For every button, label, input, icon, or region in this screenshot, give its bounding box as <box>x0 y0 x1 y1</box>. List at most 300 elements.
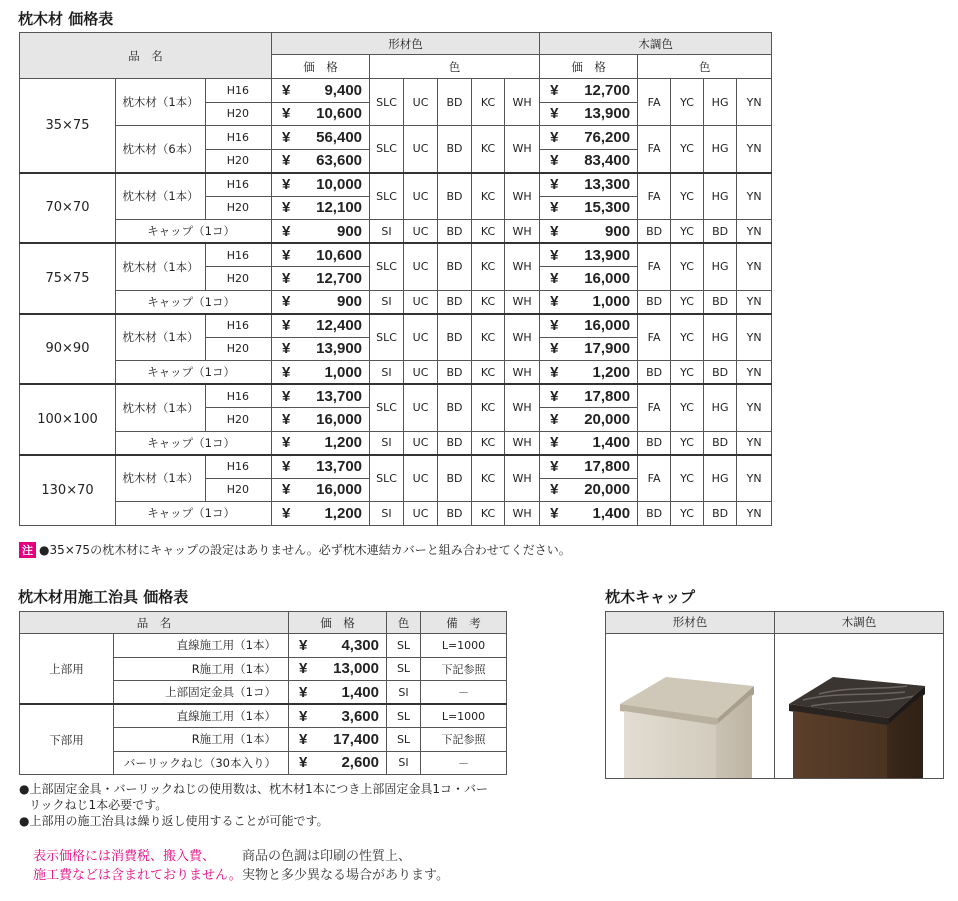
keizai-color-cell: WH <box>505 243 540 290</box>
cap-col-mokucho: 木調色 <box>841 615 877 629</box>
price-value: 12,700 <box>584 81 631 99</box>
tool-name: 直線施工用（1本） <box>114 634 289 658</box>
main-price-table <box>19 32 772 526</box>
keizai-color-cell: UC <box>404 126 438 173</box>
yen-sign: ¥ <box>550 199 559 217</box>
yen-sign: ¥ <box>299 636 308 654</box>
yen-sign: ¥ <box>550 176 559 193</box>
price-mokucho <box>540 102 638 126</box>
size-label: 75×75 <box>20 243 116 314</box>
keizai-color-cell: UC <box>404 431 438 455</box>
mokucho-color-cell: YC <box>671 384 704 431</box>
price-value: 16,000 <box>316 410 363 428</box>
tool-price <box>289 657 387 681</box>
table-row <box>20 431 772 455</box>
tool-price <box>289 634 387 658</box>
tool-remark: － <box>421 681 507 705</box>
keizai-color-cell: UC <box>404 455 438 502</box>
price-value: 16,000 <box>584 269 631 287</box>
price-value: 1,200 <box>592 363 631 381</box>
table-row <box>20 290 772 314</box>
mokucho-color-cell: FA <box>638 314 671 361</box>
keizai-color-cell: WH <box>505 220 540 244</box>
grade-label: H20 <box>206 196 272 220</box>
yen-sign: ¥ <box>282 105 291 123</box>
keizai-color-cell: SLC <box>370 384 404 431</box>
mokucho-color-cell: BD <box>704 431 737 455</box>
price-value: 9,400 <box>324 81 363 99</box>
keizai-color-cell: SLC <box>370 79 404 126</box>
cap-image-keizai <box>606 634 775 778</box>
size-label: 90×90 <box>20 314 116 385</box>
mokucho-color-cell: YC <box>671 502 704 526</box>
price-value: 20,000 <box>584 481 631 499</box>
mokucho-color-cell: BD <box>704 361 737 385</box>
price-mokucho <box>540 79 638 103</box>
yen-sign: ¥ <box>282 504 291 522</box>
tools-header-name: 品 名 <box>20 612 289 634</box>
keizai-color-cell: KC <box>472 361 505 385</box>
keizai-color-cell: SI <box>370 290 404 314</box>
cap-panel <box>605 611 944 779</box>
price-keizai <box>272 431 370 455</box>
tool-name: R施工用（1本） <box>114 728 289 752</box>
keizai-color-cell: UC <box>404 290 438 314</box>
price-keizai <box>272 290 370 314</box>
product-name: キャップ（1コ） <box>116 431 272 455</box>
price-keizai <box>272 478 370 502</box>
mokucho-color-cell: YN <box>737 361 772 385</box>
grade-label: H20 <box>206 408 272 432</box>
cap-image-mokucho <box>775 634 943 778</box>
price-value: 17,400 <box>333 730 379 748</box>
mokucho-color-cell: HG <box>704 79 737 126</box>
group-label: 下部用 <box>20 704 114 775</box>
tools-header-color: 色 <box>387 612 421 634</box>
price-value: 10,000 <box>316 176 363 193</box>
price-keizai <box>272 502 370 526</box>
price-value: 1,400 <box>341 683 379 701</box>
price-value: 10,600 <box>316 246 363 264</box>
mokucho-color-cell: BD <box>704 502 737 526</box>
mokucho-color-cell: YN <box>737 126 772 173</box>
price-keizai <box>272 79 370 103</box>
keizai-color-cell: KC <box>472 173 505 220</box>
tool-remark: － <box>421 751 507 775</box>
yen-sign: ¥ <box>550 246 559 264</box>
color-notice <box>242 847 449 885</box>
keizai-color-cell: UC <box>404 220 438 244</box>
mokucho-color-cell: YN <box>737 173 772 220</box>
price-mokucho <box>540 196 638 220</box>
mokucho-color-cell: HG <box>704 455 737 502</box>
price-mokucho <box>540 314 638 338</box>
price-value: 12,400 <box>316 317 363 334</box>
keizai-color-cell: UC <box>404 243 438 290</box>
price-value: 10,600 <box>316 105 363 123</box>
price-keizai <box>272 314 370 338</box>
yen-sign: ¥ <box>550 293 559 310</box>
keizai-color-cell: BD <box>438 502 472 526</box>
tax-notice-line-1: 表示価格には消費税、搬入費、 <box>33 849 216 864</box>
price-keizai <box>272 102 370 126</box>
price-value: 1,400 <box>592 434 631 451</box>
note-text: ●35×75の枕木材にキャップの設定はありません。必ず枕木連結カバーと組み合わせてください。 <box>39 543 571 557</box>
price-value: 20,000 <box>584 410 631 428</box>
color-notice-line-2: 実物と多少異なる場合があります。 <box>242 868 449 883</box>
keizai-color-cell: BD <box>438 220 472 244</box>
keizai-color-cell: UC <box>404 173 438 220</box>
price-mokucho <box>540 126 638 150</box>
yen-sign: ¥ <box>550 434 559 451</box>
yen-sign: ¥ <box>299 730 308 748</box>
yen-sign: ¥ <box>282 81 291 99</box>
tools-header-remarks: 備 考 <box>421 612 507 634</box>
mokucho-color-cell: YN <box>737 431 772 455</box>
price-value: 13,700 <box>316 458 363 475</box>
header-keizai: 形材色 <box>272 33 540 55</box>
yen-sign: ¥ <box>282 363 291 381</box>
price-value: 4,300 <box>341 636 379 654</box>
grade-label: H20 <box>206 102 272 126</box>
keizai-color-cell: KC <box>472 243 505 290</box>
product-name: 枕木材（1本） <box>116 173 206 220</box>
price-value: 13,900 <box>584 246 631 264</box>
yen-sign: ¥ <box>550 363 559 381</box>
mokucho-color-cell: BD <box>638 502 671 526</box>
yen-sign: ¥ <box>550 269 559 287</box>
keizai-color-cell: WH <box>505 502 540 526</box>
keizai-color-cell: UC <box>404 502 438 526</box>
yen-sign: ¥ <box>299 683 308 701</box>
keizai-color-cell: WH <box>505 126 540 173</box>
grade-label: H16 <box>206 384 272 408</box>
price-keizai <box>272 455 370 479</box>
header-price-mokucho: 価 格 <box>540 55 638 79</box>
yen-sign: ¥ <box>282 481 291 499</box>
tool-name: 上部固定金具（1コ） <box>114 681 289 705</box>
price-value: 1,200 <box>324 434 363 451</box>
keizai-color-cell: WH <box>505 173 540 220</box>
price-keizai <box>272 267 370 291</box>
keizai-color-cell: KC <box>472 79 505 126</box>
price-mokucho <box>540 149 638 173</box>
yen-sign: ¥ <box>282 434 291 451</box>
keizai-color-cell: KC <box>472 502 505 526</box>
keizai-color-cell: BD <box>438 290 472 314</box>
keizai-color-cell: SI <box>370 502 404 526</box>
price-keizai <box>272 243 370 267</box>
keizai-color-cell: SLC <box>370 314 404 361</box>
yen-sign: ¥ <box>550 105 559 123</box>
keizai-color-cell: BD <box>438 455 472 502</box>
price-mokucho <box>540 408 638 432</box>
price-value: 900 <box>336 293 363 310</box>
yen-sign: ¥ <box>282 293 291 310</box>
price-value: 13,300 <box>584 176 631 193</box>
table-row <box>20 455 772 479</box>
tool-color: SL <box>387 704 421 728</box>
size-label: 130×70 <box>20 455 116 526</box>
header-color-keizai: 色 <box>370 55 540 79</box>
mokucho-color-cell: FA <box>638 455 671 502</box>
product-name: キャップ（1コ） <box>116 220 272 244</box>
keizai-color-cell: BD <box>438 173 472 220</box>
tax-notice-line-2: 施工費などは含まれておりません。 <box>33 868 242 883</box>
product-name: 枕木材（6本） <box>116 126 206 173</box>
grade-label: H20 <box>206 267 272 291</box>
price-value: 83,400 <box>584 152 631 169</box>
price-value: 1,200 <box>324 504 363 522</box>
mokucho-color-cell: YN <box>737 314 772 361</box>
group-label: 上部用 <box>20 634 114 705</box>
yen-sign: ¥ <box>550 410 559 428</box>
table-row <box>20 634 507 658</box>
price-mokucho <box>540 243 638 267</box>
keizai-color-cell: BD <box>438 431 472 455</box>
tool-name: 直線施工用（1本） <box>114 704 289 728</box>
keizai-color-cell: KC <box>472 455 505 502</box>
keizai-color-cell: BD <box>438 361 472 385</box>
mokucho-color-cell: BD <box>704 290 737 314</box>
mokucho-color-cell: YC <box>671 455 704 502</box>
table-row <box>20 502 772 526</box>
mokucho-color-cell: FA <box>638 126 671 173</box>
yen-sign: ¥ <box>550 340 559 358</box>
tool-color: SL <box>387 728 421 752</box>
product-name: キャップ（1コ） <box>116 361 272 385</box>
price-mokucho <box>540 337 638 361</box>
tools-title: 枕木材用施工治具 価格表 <box>18 588 189 606</box>
size-label: 100×100 <box>20 384 116 455</box>
mokucho-color-cell: HG <box>704 384 737 431</box>
yen-sign: ¥ <box>282 387 291 405</box>
price-keizai <box>272 196 370 220</box>
mokucho-color-cell: YN <box>737 455 772 502</box>
price-value: 900 <box>336 222 363 240</box>
mokucho-color-cell: YC <box>671 314 704 361</box>
product-name: 枕木材（1本） <box>116 243 206 290</box>
keizai-color-cell: KC <box>472 126 505 173</box>
yen-sign: ¥ <box>550 81 559 99</box>
keizai-color-cell: KC <box>472 431 505 455</box>
price-value: 12,100 <box>316 199 363 217</box>
mokucho-color-cell: BD <box>638 431 671 455</box>
price-value: 17,800 <box>584 387 631 405</box>
price-value: 63,600 <box>316 152 363 169</box>
yen-sign: ¥ <box>282 317 291 334</box>
keizai-color-cell: SLC <box>370 455 404 502</box>
keizai-color-cell: SI <box>370 431 404 455</box>
price-mokucho <box>540 431 638 455</box>
page-title: 枕木材 価格表 <box>18 10 114 28</box>
mokucho-color-cell: BD <box>704 220 737 244</box>
product-name: 枕木材（1本） <box>116 79 206 126</box>
tools-notes <box>19 781 488 829</box>
price-mokucho <box>540 267 638 291</box>
price-value: 13,000 <box>333 660 379 678</box>
tool-price <box>289 704 387 728</box>
keizai-color-cell: SLC <box>370 173 404 220</box>
yen-sign: ¥ <box>282 176 291 193</box>
tool-name: バーリックねじ（30本入り） <box>114 751 289 775</box>
keizai-color-cell: UC <box>404 79 438 126</box>
tools-note-2: ●上部用の施工治具は繰り返し使用することが可能です。 <box>19 814 329 828</box>
keizai-color-cell: SLC <box>370 126 404 173</box>
table-row <box>20 314 772 338</box>
mokucho-color-cell: YN <box>737 502 772 526</box>
product-name: キャップ（1コ） <box>116 290 272 314</box>
yen-sign: ¥ <box>282 269 291 287</box>
grade-label: H16 <box>206 243 272 267</box>
price-value: 3,600 <box>341 707 379 725</box>
keizai-color-cell: BD <box>438 243 472 290</box>
header-price-keizai: 価 格 <box>272 55 370 79</box>
price-value: 2,600 <box>341 754 379 772</box>
tools-note-1: ●上部固定金具・バーリックねじの使用数は、枕木材1本につき上部固定金具1コ・バー <box>19 782 489 796</box>
price-value: 56,400 <box>316 128 363 146</box>
price-value: 17,800 <box>584 458 631 475</box>
keizai-color-cell: BD <box>438 314 472 361</box>
keizai-color-cell: KC <box>472 314 505 361</box>
table-row <box>20 220 772 244</box>
mokucho-color-cell: FA <box>638 79 671 126</box>
yen-sign: ¥ <box>550 504 559 522</box>
product-name: キャップ（1コ） <box>116 502 272 526</box>
yen-sign: ¥ <box>282 246 291 264</box>
grade-label: H20 <box>206 149 272 173</box>
keizai-color-cell: SLC <box>370 243 404 290</box>
yen-sign: ¥ <box>550 152 559 169</box>
yen-sign: ¥ <box>282 222 291 240</box>
price-keizai <box>272 173 370 197</box>
grade-label: H16 <box>206 126 272 150</box>
product-name: 枕木材（1本） <box>116 314 206 361</box>
grade-label: H16 <box>206 455 272 479</box>
keizai-color-cell: KC <box>472 290 505 314</box>
tool-price <box>289 751 387 775</box>
product-name: 枕木材（1本） <box>116 384 206 431</box>
price-mokucho <box>540 220 638 244</box>
header-color-mokucho: 色 <box>638 55 772 79</box>
mokucho-color-cell: YN <box>737 220 772 244</box>
yen-sign: ¥ <box>299 754 308 772</box>
grade-label: H20 <box>206 337 272 361</box>
price-keizai <box>272 384 370 408</box>
yen-sign: ¥ <box>282 410 291 428</box>
yen-sign: ¥ <box>282 458 291 475</box>
mokucho-color-cell: YC <box>671 220 704 244</box>
tool-color: SI <box>387 751 421 775</box>
price-mokucho <box>540 478 638 502</box>
mokucho-color-cell: YC <box>671 79 704 126</box>
mokucho-color-cell: YN <box>737 243 772 290</box>
keizai-color-cell: KC <box>472 384 505 431</box>
tool-name: R施工用（1本） <box>114 657 289 681</box>
tools-table <box>19 611 507 775</box>
tax-notice <box>33 847 242 885</box>
header-mokucho: 木調色 <box>540 33 772 55</box>
yen-sign: ¥ <box>550 317 559 334</box>
tool-price <box>289 728 387 752</box>
keizai-color-cell: WH <box>505 79 540 126</box>
cap-col-keizai: 形材色 <box>606 612 775 633</box>
mokucho-color-cell: HG <box>704 173 737 220</box>
yen-sign: ¥ <box>282 152 291 169</box>
tool-remark: 下記参照 <box>421 728 507 752</box>
price-keizai <box>272 149 370 173</box>
tool-remark: 下記参照 <box>421 657 507 681</box>
mokucho-color-cell: FA <box>638 173 671 220</box>
size-label: 35×75 <box>20 79 116 173</box>
grade-label: H16 <box>206 314 272 338</box>
grade-label: H16 <box>206 79 272 103</box>
mokucho-color-cell: YC <box>671 431 704 455</box>
cap-title: 枕木キャップ <box>605 588 696 606</box>
price-value: 76,200 <box>584 128 631 146</box>
mokucho-color-cell: YC <box>671 243 704 290</box>
yen-sign: ¥ <box>282 128 291 146</box>
price-value: 13,900 <box>316 340 363 358</box>
table-row <box>20 704 507 728</box>
mokucho-color-cell: YC <box>671 126 704 173</box>
price-value: 1,000 <box>324 363 363 381</box>
yen-sign: ¥ <box>550 222 559 240</box>
table-row <box>20 126 772 150</box>
keizai-color-cell: WH <box>505 431 540 455</box>
yen-sign: ¥ <box>550 481 559 499</box>
price-value: 900 <box>605 222 631 240</box>
price-mokucho <box>540 173 638 197</box>
keizai-color-cell: UC <box>404 361 438 385</box>
price-value: 13,700 <box>316 387 363 405</box>
mokucho-color-cell: YN <box>737 290 772 314</box>
price-mokucho <box>540 455 638 479</box>
tool-color: SL <box>387 657 421 681</box>
price-value: 12,700 <box>316 269 363 287</box>
keizai-color-cell: BD <box>438 384 472 431</box>
price-mokucho <box>540 502 638 526</box>
color-notice-line-1: 商品の色調は印刷の性質上、 <box>242 849 412 864</box>
keizai-color-cell: SI <box>370 361 404 385</box>
tool-color: SI <box>387 681 421 705</box>
mokucho-color-cell: YC <box>671 173 704 220</box>
mokucho-color-cell: HG <box>704 243 737 290</box>
price-mokucho <box>540 290 638 314</box>
price-keizai <box>272 220 370 244</box>
price-keizai <box>272 126 370 150</box>
mokucho-color-cell: YC <box>671 290 704 314</box>
tools-note-1-cont: リックねじ1本必要です。 <box>29 798 168 812</box>
mokucho-color-cell: YC <box>671 361 704 385</box>
yen-sign: ¥ <box>299 707 308 725</box>
price-value: 17,900 <box>584 340 631 358</box>
keizai-color-cell: SI <box>370 220 404 244</box>
price-value: 1,400 <box>592 504 631 522</box>
note-badge: 注 <box>19 542 36 558</box>
table-row <box>20 243 772 267</box>
keizai-color-cell: UC <box>404 314 438 361</box>
table-row <box>20 79 772 103</box>
tool-price <box>289 681 387 705</box>
keizai-color-cell: WH <box>505 290 540 314</box>
mokucho-color-cell: HG <box>704 314 737 361</box>
yen-sign: ¥ <box>282 199 291 217</box>
table-row <box>20 384 772 408</box>
keizai-color-cell: BD <box>438 126 472 173</box>
mokucho-color-cell: FA <box>638 384 671 431</box>
mokucho-color-cell: BD <box>638 290 671 314</box>
